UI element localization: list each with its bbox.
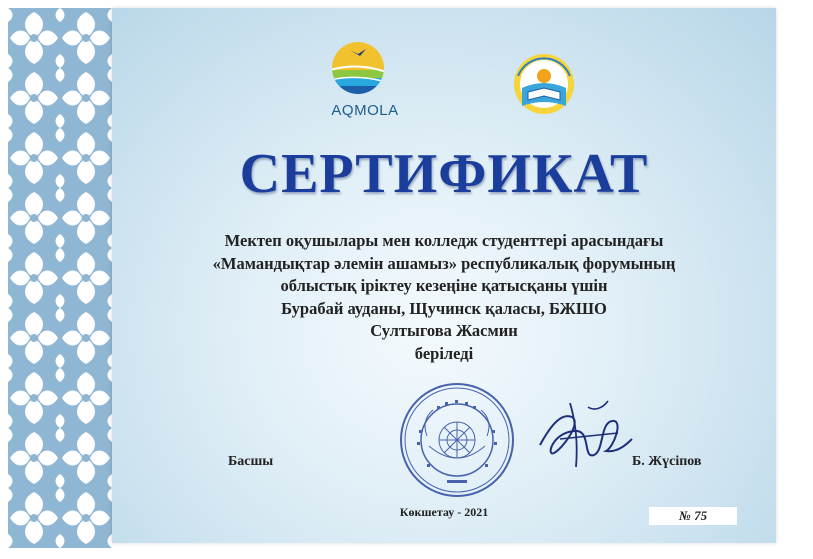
body-line-3: облыстық іріктеу кезеңіне қатысқаны үшін bbox=[280, 276, 608, 295]
certificate-body bbox=[112, 230, 776, 365]
aqmola-logo-text: AQMOLA bbox=[331, 102, 399, 119]
handwritten-signature-icon bbox=[532, 393, 637, 483]
body-line-2: «Мамандықтар әлемін ашамыз» республикалық форумының bbox=[212, 253, 676, 273]
official-seal-icon bbox=[397, 380, 517, 500]
closing-word: беріледі bbox=[414, 343, 474, 363]
certificate-number: № 75 bbox=[649, 507, 737, 525]
aqmola-logo-icon bbox=[330, 40, 386, 96]
signer-role: Басшы bbox=[228, 454, 274, 469]
recipient-name: Султыгова Жасмин bbox=[370, 321, 518, 340]
ornament-pattern-icon bbox=[8, 8, 112, 548]
place-and-year: Көкшетау - 2021 bbox=[399, 505, 489, 519]
body-line-1: Мектеп оқушылары мен колледж студенттері арасындағы bbox=[224, 231, 664, 250]
body-line-4: Бурабай ауданы, Щучинск қаласы, БЖШО bbox=[281, 298, 607, 318]
certificate-title: СЕРТИФИКАТ bbox=[239, 143, 649, 205]
certificate bbox=[112, 8, 776, 543]
signer-name: Б. Жүсіпов bbox=[632, 454, 702, 469]
ornamental-border bbox=[8, 8, 112, 548]
education-department-emblem-icon bbox=[508, 48, 580, 116]
